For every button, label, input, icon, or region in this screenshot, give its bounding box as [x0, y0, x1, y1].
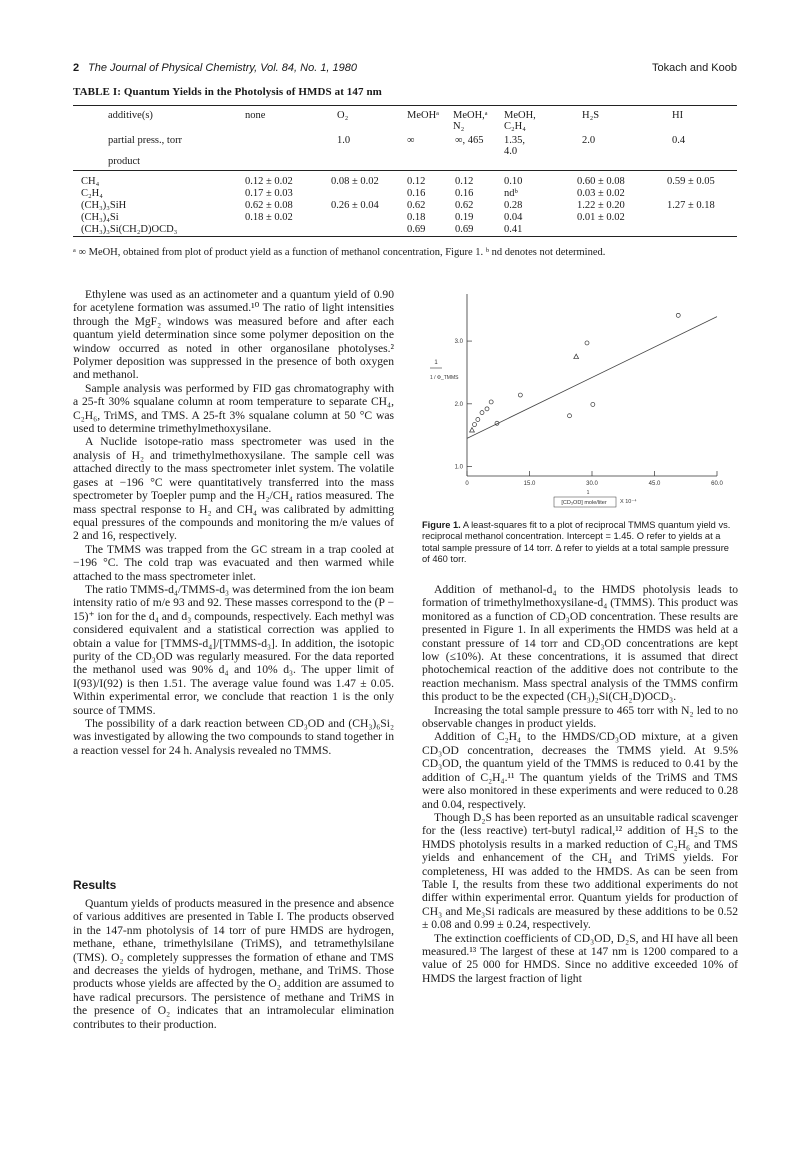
yield-cell: 0.08 ± 0.02	[331, 176, 379, 187]
yield-cell: 1.27 ± 0.18	[667, 200, 715, 211]
y-tick-label: 3.0	[454, 339, 463, 346]
paragraph: Increasing the total sample pressure to 465 torr with N₂ led to no observable changes in product yields.	[422, 703, 738, 731]
yield-cell: 0.69	[407, 224, 426, 235]
y-tick-label: 2.0	[454, 401, 463, 408]
x-axis-label: [CD₃OD] mole/liter	[561, 500, 607, 506]
figure-label: Figure 1.	[422, 520, 461, 530]
x-tick-label: 15.0	[523, 481, 536, 487]
results-heading: Results	[73, 878, 117, 892]
pressure-value: ∞	[407, 135, 415, 146]
product-name: (CH₃)₄Si	[81, 212, 119, 223]
additive-label: additive(s)	[108, 110, 153, 121]
y-tick-label: 1.0	[454, 464, 463, 471]
data-point-circle	[485, 407, 489, 411]
additive-header: none	[245, 110, 266, 121]
additive-header: HI	[672, 110, 684, 121]
figure-1	[422, 284, 738, 524]
additive-header: MeOH,ᵃ N₂	[453, 110, 488, 132]
pressure-value: 1.35, 4.0	[504, 135, 525, 157]
y-axis-label-numerator: 1	[434, 360, 438, 366]
yield-cell: 0.12	[407, 176, 426, 187]
pressure-value: 2.0	[582, 135, 596, 146]
yield-cell: 0.12 ± 0.02	[245, 176, 293, 187]
table-footnote: ᵃ ∞ MeOH, obtained from plot of product yield as a function of methanol concentration, Figure 1. ᵇ nd denotes not determined.	[73, 247, 606, 258]
data-point-triangle	[470, 428, 475, 432]
yield-cell: 1.22 ± 0.20	[577, 200, 625, 211]
figure-caption-text: A least-squares fit to a plot of reciprocal TMMS quantum yield vs. reciprocal methanol concentration. Intercept = 1.45. O refer to yields at a total sample pressure of 14 torr. Δ refer to yields at a total sample pressure of 460 torr.	[422, 520, 731, 565]
additive-header: MeOH, C₂H₄	[504, 110, 536, 132]
paragraph: The possibility of a dark reaction between CD₃OD and (CH₃)₆Si₂ was investigated by allowing the two compounds to stand together in a reaction vessel for 24 h. Analysis revealed no TMMS.	[73, 717, 394, 757]
product-name: CH₄	[81, 176, 100, 187]
data-point-circle	[568, 414, 572, 418]
journal-citation: The Journal of Physical Chemistry, Vol. 84, No. 1, 1980	[88, 62, 358, 74]
figure-1-plot	[422, 284, 738, 524]
table-rule-mid	[73, 170, 737, 171]
data-point-circle	[676, 313, 680, 317]
x-tick-label: 30.0	[586, 481, 598, 487]
paragraph: Though D₂S has been reported as an unsuitable radical scavenger for the (less reactive) tert-butyl radical,¹² addition of H₂S to the HMDS photolysis results in a marked reduction of C₂H₆ and TMS yields and enhancement of the CH₄ and TriMS yields. For completeness, HI was added to the HMDS. As can be seen from Table I, the results from these two additional experiments do not differ within experimental error. Quantum yields for production of CH₃ and Me₃Si radicals are measured by these additions to be 0.52 ± 0.08 and 0.99 ± 0.24, respectively.	[422, 810, 738, 932]
paragraph: Quantum yields of products measured in the presence and absence of various additives are presented in Table I. The products observed in the 147-nm photolysis of 14 torr of pure HMDS are hydrogen, methane, ethane, trimethylsilane (TriMS), and tetramethylsilane (TMS). O₂ completely suppresses the formation of ethane and TMS and decreases the yields of hydrogen, methane, and TriMS. Those products whose yields are affected by the O₂ addition are assumed to have radical precursors. The persistence of methane and TriMS in the presence of O₂ indicates that an intramolecular elimination contributes to their production.	[73, 897, 394, 1031]
additive-header: MeOHᵃ	[407, 110, 440, 121]
yield-cell: 0.18	[407, 212, 426, 223]
product-name: (CH₃)₃Si(CH₂D)OCD₃	[81, 224, 178, 235]
data-point-circle	[591, 402, 595, 406]
page-number: 2	[73, 62, 80, 74]
x-axis-multiplier: X 10⁻⁴	[620, 499, 637, 505]
pressure-value: 1.0	[337, 135, 351, 146]
figure-caption	[422, 520, 738, 566]
yield-cell: 0.12	[455, 176, 474, 187]
results-section	[73, 897, 394, 1031]
table-rule-top	[73, 105, 737, 106]
yield-cell: 0.04	[504, 212, 523, 223]
table-caption: TABLE I: Quantum Yields in the Photolysis of HMDS at 147 nm	[73, 86, 382, 98]
yield-cell: 0.26 ± 0.04	[331, 200, 379, 211]
data-marks	[467, 313, 717, 438]
yield-cell: 0.17 ± 0.03	[245, 188, 293, 199]
product-label: product	[108, 156, 141, 167]
x-tick-label: 60.0	[711, 481, 723, 487]
right-column-text	[422, 583, 738, 985]
data-point-circle	[476, 418, 480, 422]
yield-cell: 0.60 ± 0.08	[577, 176, 625, 187]
paragraph: The ratio TMMS-d₄/TMMS-d₃ was determined from the ion beam intensity ratio of m/e 93 and 92. These masses correspond to the (P − 15)⁺ ion for the d₄ and d₃ compounds, respectively. Each methyl was considered equivalent and a statistical correction was applied to obtain a value for [TMMS-d₄]/[TMMS-d₃]. In addition, the isotopic purity of the CD₃OD was regularly measured. For the data reported the methanol used was 90% d₄ and 10% d₃. The upper limit of I(93)/I(92) is then 1.51. The average value found was 1.47 ± 0.05. Within experimental error, we conclude that reaction 1 is the only source of TMMS.	[73, 582, 394, 717]
product-name: (CH₃)₃SiH	[81, 200, 127, 211]
least-squares-fit-line	[467, 317, 717, 439]
data-point-circle	[585, 341, 589, 345]
data-point-circle	[480, 411, 484, 415]
x-axis-reciprocal-mark: 1	[586, 490, 590, 496]
axes	[430, 294, 723, 507]
data-point-triangle	[574, 354, 579, 358]
paragraph: Addition of methanol-d₄ to the HMDS photolysis leads to formation of trimethylmethoxysilane-d₄ (TMMS). This product was monitored as a function of CD₃OD concentration. These results are presented in Figure 1. In all experiments the HMDS was held at a constant pressure of 14 torr and CD₃OD concentrations are kept low (≤10%). At these concentrations, it is assumed that direct photochemical reaction of the additive does not contribute to the reaction mechanism. Mass spectral analysis of the TMMS confirm this product to be the expected (CH₃)₂Si(CH₂D)OCD₃.	[422, 583, 738, 704]
yield-cell: 0.16	[407, 188, 426, 199]
yield-cell: 0.28	[504, 200, 523, 211]
y-axis-label: 1 / Φ_TMMS	[430, 375, 459, 381]
yield-cell: 0.62	[455, 200, 474, 211]
yield-cell: 0.10	[504, 176, 523, 187]
paragraph: Sample analysis was performed by FID gas chromatography with a 25-ft 30% squalane column at room temperature to separate CH₄, C₂H₆, TriMS, and TMS. A 25-ft 3% squalane column at 50 °C was used to determine trimethylmethoxysilane.	[73, 381, 394, 436]
yield-cell: 0.19	[455, 212, 474, 223]
yield-cell: ndᵇ	[504, 188, 518, 199]
yield-cell: 0.18 ± 0.02	[245, 212, 293, 223]
additive-header: O₂	[337, 110, 349, 121]
pressure-value: 0.4	[672, 135, 686, 146]
paragraph: The TMMS was trapped from the GC stream in a trap cooled at −196 °C. The cold trap was evacuated and then warmed while attached to the mass spectrometer inlet.	[73, 542, 394, 583]
yield-cell: 0.59 ± 0.05	[667, 176, 715, 187]
yield-cell: 0.16	[455, 188, 474, 199]
x-tick-label: 0	[465, 481, 469, 487]
data-point-circle	[518, 393, 522, 397]
paragraph: A Nuclide isotope-ratio mass spectrometer was used in the analysis of H₂ and trimethylmethoxysilane. The sample cell was attached directly to the mass spectrometer inlet system. The volatile gases at −196 °C were quantitatively transferred into the mass spectrometer by Toepler pump and the H₂/CH₄ ratios measured. The mass spectral response to H₂ and CH₄ was calibrated by admitting equal pressures of the compounds and monitoring the m/e values of 2 and 16, respectively.	[73, 435, 394, 543]
yield-cell: 0.62 ± 0.08	[245, 200, 293, 211]
additive-header: H₂S	[582, 110, 600, 121]
running-authors: Tokach and Koob	[651, 62, 737, 74]
table-rule-bottom	[73, 236, 737, 237]
quantum-yield-table	[73, 100, 737, 270]
product-name: C₂H₄	[81, 188, 103, 199]
yield-cell: 0.01 ± 0.02	[577, 212, 625, 223]
data-point-circle	[473, 423, 477, 427]
data-point-circle	[489, 400, 493, 404]
pressure-label: partial press., torr	[108, 135, 183, 146]
paragraph: The extinction coefficients of CD₃OD, D₂S, and HI have all been measured.¹³ The largest of these at 147 nm is 1200 compared to a value of 25 000 for HMDS. Since no additive exceeded 10% of HMDS the largest fraction of light	[422, 931, 738, 985]
paragraph: Addition of C₂H₄ to the HMDS/CD₃OD mixture, at a given CD₃OD concentration, decreases the TMMS yield. At 9.5% CD₃OD, the quantum yield of the TMMS is reduced to 0.41 by the addition of C₂H₄.¹¹ The quantum yields of the TriMS and TMS were also monitored in these experiments and were reduced to 0.28 and 0.04, respectively.	[422, 730, 738, 811]
left-column-methods	[73, 288, 394, 757]
yield-cell: 0.03 ± 0.02	[577, 188, 625, 199]
yield-cell: 0.41	[504, 224, 523, 235]
running-header	[73, 62, 737, 78]
paragraph: Ethylene was used as an actinometer and a quantum yield of 0.90 for acetylene formation was assumed.¹⁰ The ratio of light intensities through the MgF₂ windows was measured before and after each quantum yield determination since some polymer deposition on the window occurred as noted in other organosilane photolyses.² Polymer deposition was suppressed in the presence of both oxygen and methanol.	[73, 288, 394, 382]
x-tick-label: 45.0	[648, 481, 661, 487]
yield-cell: 0.69	[455, 224, 474, 235]
yield-cell: 0.62	[407, 200, 426, 211]
pressure-value: ∞, 465	[455, 135, 484, 146]
